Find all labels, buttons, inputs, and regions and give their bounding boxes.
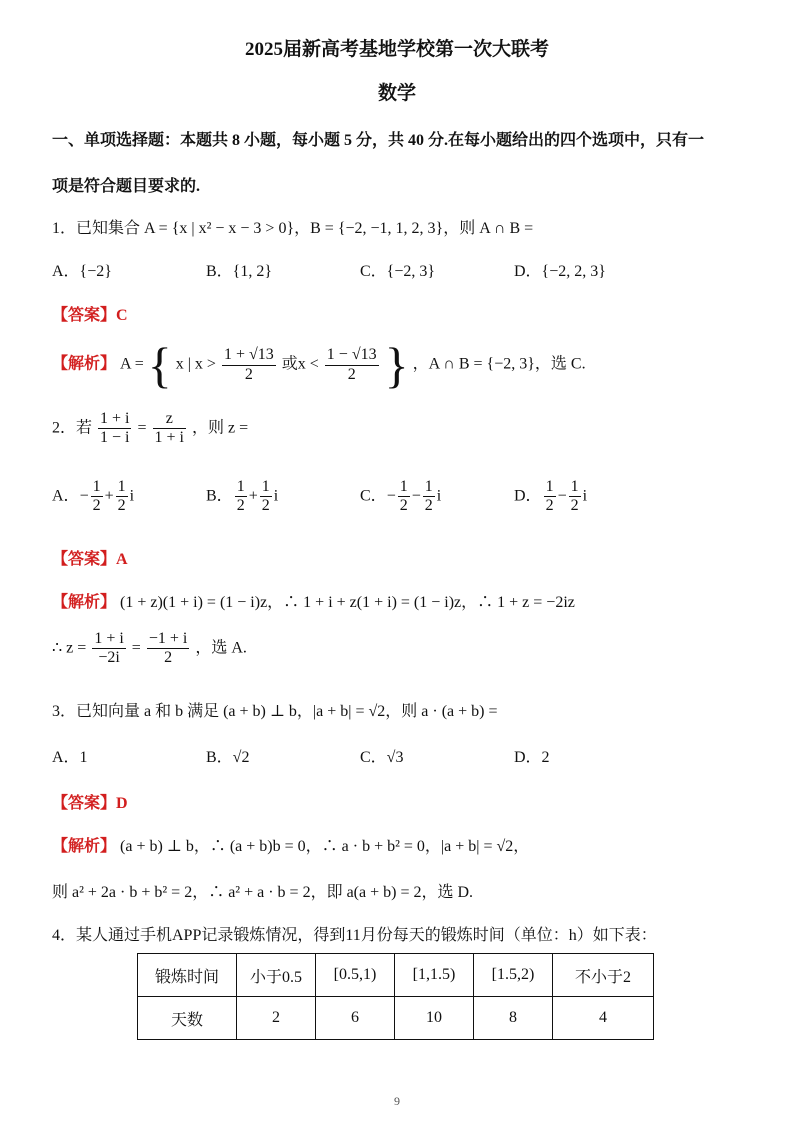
left-brace-icon: { xyxy=(147,337,172,393)
answer-label: 【答案】 xyxy=(52,795,117,812)
q4-stem: 4．某人通过手机APP记录锻炼情况，得到11月份每天的锻炼时间（单位：h）如下表： xyxy=(52,927,657,944)
q3-option-a: A．1 xyxy=(52,749,88,766)
table-cell: 8 xyxy=(474,997,553,1040)
fraction: $\frac{1 - √13}{2}$ xyxy=(326,346,377,383)
q1-analysis xyxy=(52,337,754,393)
table-cell: 10 xyxy=(395,997,474,1040)
q1-stem: 1．已知集合 A = {x | x² − x − 3 > 0}，B = {−2, −1, 1, 2, 3}，则 A ∩ B = xyxy=(52,220,534,237)
analysis-label: 【解析】 xyxy=(52,355,117,373)
fraction: $\frac{1 + i}{1 - i}$ xyxy=(100,410,130,447)
analysis-text: x | x > xyxy=(175,355,216,373)
table-cell: 2 xyxy=(237,997,316,1040)
analysis-text: (1 + z)(1 + i) = (1 − i)z，∴ 1 + i + z(1 + i) = (1 − i)z，∴ 1 + z = −2iz xyxy=(120,594,575,611)
subject-title: 数学 xyxy=(377,83,416,104)
q3-answer xyxy=(52,790,754,813)
analysis-label: 【解析】 xyxy=(52,594,117,611)
section-heading-line1: 一、单项选择题：本题共 8 小题，每小题 5 分，共 40 分.在每小题给出的四个选项中，只有一 xyxy=(52,132,705,149)
answer-label: 【答案】 xyxy=(52,307,117,324)
answer-label: 【答案】 xyxy=(52,551,117,568)
q3-stem: 3．已知向量 a 和 b 满足 (a + b) ⊥ b，|a + b| = √2，则 a · (a + b) = xyxy=(52,703,498,720)
analysis-text: ，A ∩ B = {−2, 3}，选 C. xyxy=(412,355,586,373)
fraction: $\frac{z}{1 + i}$ xyxy=(154,410,184,447)
answer-value: A xyxy=(116,551,128,568)
table-row xyxy=(138,997,654,1040)
q2-option-a: A．− $\frac{1}{2}$ + $\frac{1}{2}$ i xyxy=(52,478,135,515)
answer-value: C xyxy=(116,307,128,324)
right-brace-icon: } xyxy=(384,337,409,393)
analysis-label: 【解析】 xyxy=(52,838,117,855)
q1-answer xyxy=(52,302,754,325)
q2-option-c: C．− $\frac{1}{2}$ − $\frac{1}{2}$ i xyxy=(360,478,442,515)
exam-title: 2025届新高考基地学校第一次大联考 xyxy=(244,39,549,60)
table-header-cell: [1.5,2) xyxy=(474,954,553,997)
q1-option-b: B．{1, 2} xyxy=(206,263,273,280)
analysis-text: 或x < xyxy=(281,355,319,373)
q3-options xyxy=(52,744,754,767)
table-cell: 4 xyxy=(553,997,654,1040)
q3-option-d: D．2 xyxy=(514,749,550,766)
fraction: $\frac{-1 + i}{2}$ xyxy=(148,630,188,667)
q2-options xyxy=(52,478,754,516)
table-row-label: 天数 xyxy=(138,997,237,1040)
fraction: $\frac{1 + √13}{2}$ xyxy=(223,346,274,383)
q1-options xyxy=(52,258,754,281)
fraction: $\frac{1 + i}{-2i}$ xyxy=(94,630,124,667)
table-header-cell: 锻炼时间 xyxy=(138,954,237,997)
q1-option-c: C．{−2, 3} xyxy=(360,263,436,280)
q1-option-a: A．{−2} xyxy=(52,263,112,280)
answer-value: D xyxy=(116,795,128,812)
q3-option-b: B．√2 xyxy=(206,749,250,766)
q2-analysis-line1 xyxy=(52,589,754,612)
exercise-time-table xyxy=(137,953,654,1040)
q2-option-d: D． $\frac{1}{2}$ − $\frac{1}{2}$ i xyxy=(514,478,588,515)
q2-answer xyxy=(52,546,754,569)
q1-option-d: D．{−2, 2, 3} xyxy=(514,263,606,280)
table-header-cell: [0.5,1) xyxy=(316,954,395,997)
table-header-row xyxy=(138,954,654,997)
analysis-text: A = xyxy=(120,355,144,373)
q3-analysis-line2: 则 a² + 2a · b + b² = 2，∴ a² + a · b = 2，即 a(a + b) = 2，选 D. xyxy=(52,884,474,901)
q3-analysis-line1 xyxy=(52,833,754,856)
section-heading-line2: 项是符合题目要求的. xyxy=(52,178,201,195)
table-header-cell: [1,1.5) xyxy=(395,954,474,997)
q3-option-c: C．√3 xyxy=(360,749,404,766)
table-header-cell: 小于0.5 xyxy=(237,954,316,997)
analysis-text: (a + b) ⊥ b，∴ (a + b)b = 0，∴ a · b + b² = 0，|a + b| = √2， xyxy=(120,838,530,855)
page-number: 9 xyxy=(394,1094,400,1108)
q2-stem: 2．若 $\frac{1 + i}{1 - i}$ = $\frac{z}{1 + i}$ ，则 z = xyxy=(52,410,249,447)
q2-option-b: B． $\frac{1}{2}$ + $\frac{1}{2}$ i xyxy=(206,478,279,515)
table-header-cell: 不小于2 xyxy=(553,954,654,997)
q2-analysis-line2: ∴ z = $\frac{1 + i}{-2i}$ = $\frac{-1 + i}{2}$ ，选 A. xyxy=(52,630,247,667)
table-cell: 6 xyxy=(316,997,395,1040)
